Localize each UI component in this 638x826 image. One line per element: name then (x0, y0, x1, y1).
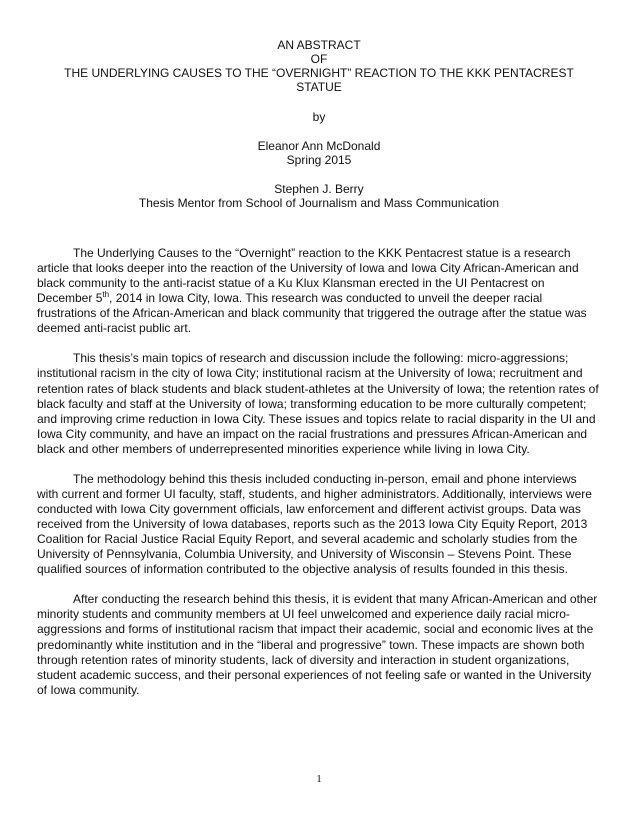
term: Spring 2015 (286, 153, 352, 167)
mentor-role: Thesis Mentor from School of Journalism and Mass Communication (138, 196, 500, 210)
abstract-heading: AN ABSTRACT (277, 38, 361, 52)
thesis-title-line2: STATUE (296, 80, 342, 94)
paragraph-4: After conducting the research behind this thesis, it is evident that many African-American and other minority students and community members at UI feel unwelcomed and experience daily racial micro-aggressions and forms of institutional racism that impact their academic, social and economic lives at the predominantly white institution and in the “liberal and progressive” town. These impacts are shown both through retention rates of minority students, lack of diversity and interaction in student organizations, student academic success, and their personal experiences of not feeling safe or wanted in the University of Iowa community. (37, 592, 598, 697)
ordinal-suffix: th (102, 290, 110, 300)
thesis-title-line1: THE UNDERLYING CAUSES TO THE “OVERNIGHT” REACTION TO THE KKK PENTACREST (64, 66, 574, 80)
of-heading: OF (310, 52, 328, 66)
abstract-body (37, 246, 601, 713)
paragraph-1 (37, 246, 601, 337)
paragraph-2: This thesis’s main topics of research and discussion include the following: micro-aggressions; institutional racism in the city of Iowa City; institutional racism at the University of Iowa; recruitment and retention rates of black students and black student-athletes at the University of Iowa; the retention rates of black faculty and staff at the University of Iowa; transforming education to be more culturally competent; and improving crime reduction in Iowa City. These issues and topics relate to racial disparity in the UI and Iowa City community, and have an impact on the racial frustrations and pressures African-American and black and other members of underrepresented minorities experience while living in Iowa City. (37, 351, 599, 456)
page-number: 1 (316, 773, 322, 785)
by-label: by (312, 110, 326, 124)
mentor-name: Stephen J. Berry (274, 182, 364, 196)
paragraph-3: The methodology behind this thesis included conducting in-person, email and phone interviews with current and former UI faculty, staff, students, and higher administrators. Additionally, interviews were conducted with Iowa City government officials, law enforcement and different activist groups. Data was received from the University of Iowa databases, reports such as the 2013 Iowa City Equity Report, 2013 Coalition for Racial Justice Racial Equity Report, and several academic and scholarly studies from the University of Pennsylvania, Columbia University, and University of Wisconsin – Stevens Point. These qualified sources of information contributed to the objective analysis of results founded in this thesis. (37, 471, 592, 577)
author-name: Eleanor Ann McDonald (257, 139, 381, 153)
paragraph-1-text-a: The Underlying Causes to the “Overnight” reaction to the KKK Pentacrest statue is a research article that looks deeper into the reaction of the University of Iowa and Iowa City African-American and black community to the anti-racist statue of a Ku Klux Klansman erected in the UI Pentacrest on December 5 (37, 246, 579, 306)
paragraph-1-text-b: , 2014 in Iowa City, Iowa. This research was conducted to unveil the deeper racial frustrations of the African-American and black community that triggered the outrage after the statue was deemed anti-racist public art. (37, 291, 587, 336)
